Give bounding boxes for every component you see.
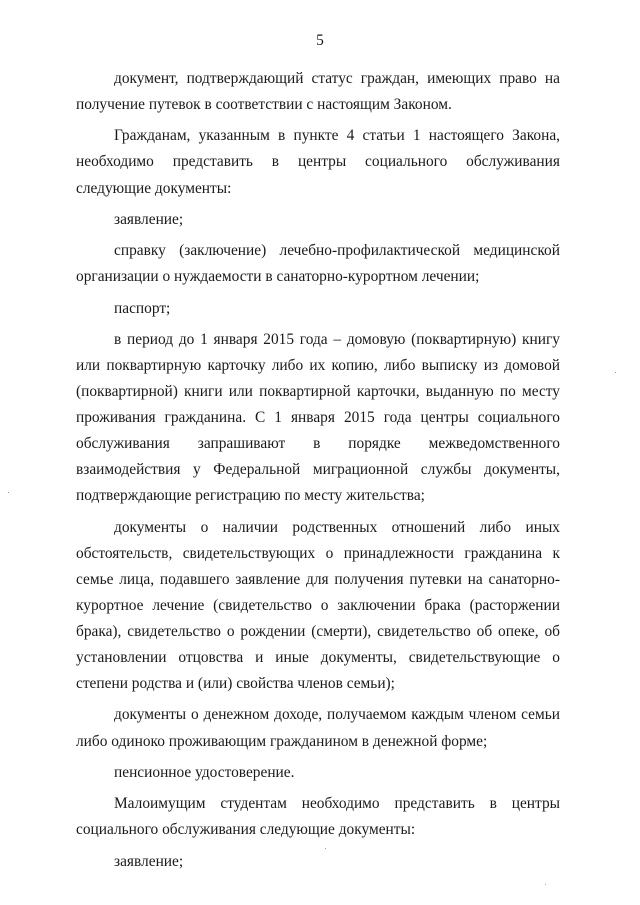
scan-speck	[615, 372, 616, 373]
list-item-medical-certificate: справку (заключение) лечебно-профилактической медицинской организации о нуждаемости в санаторно-курортном лечении;	[76, 242, 560, 286]
list-item-pension-certificate: пенсионное удостоверение.	[114, 763, 295, 781]
paragraph-required-documents-intro: Гражданам, указанным в пункте 4 статьи 1 настоящего Закона, необходимо представить в центры социального обслуживания следующие документы:	[76, 127, 560, 197]
list-item-kinship-documents: документы о наличии родственных отношений либо иных обстоятельств, свидетельствующих о принадлежности гражданина к семье лица, подавшего заявление для получения путевки на санаторно-курортное лечение (свидетельство о заключении брака (расторжении брака), свидетельство о рождении (смерти), свидетельство об опеке, об установлении отцовства и иные документы, свидетельствующие о степени родства и (или) свойства членов семьи);	[76, 518, 560, 693]
list-item-house-register: в период до 1 января 2015 года – домовую (поквартирную) книгу или поквартирную карточку либо их копию, либо выписку из домовой (поквартирной) книги или поквартирной карточки, выданную по месту проживания гражданина. С 1 января 2015 года центры социального обслуживания запрашивают в порядке межведомственного взаимодействия у Федеральной миграционной службы документы, подтверждающие регистрацию по месту жительства;	[76, 330, 560, 505]
scan-speck	[545, 884, 546, 885]
body-text	[76, 66, 560, 880]
page-number: 5	[316, 32, 324, 49]
list-item-passport: паспорт;	[114, 299, 171, 317]
list-item-income-documents: документы о денежном доходе, получаемом каждым членом семьи либо одиноко проживающим гражданином в денежной форме;	[76, 706, 560, 750]
paragraph-students-documents-intro: Малоимущим студентам необходимо представить в центры социального обслуживания следующие документы:	[76, 795, 560, 839]
paragraph-document-status: документ, подтверждающий статус граждан, имеющих право на получение путевок в соответствии с настоящим Законом.	[76, 70, 560, 114]
list-item-student-application: заявление;	[114, 852, 184, 870]
scan-speck	[325, 848, 326, 849]
scan-speck	[8, 492, 9, 493]
list-item-application: заявление;	[114, 210, 184, 228]
